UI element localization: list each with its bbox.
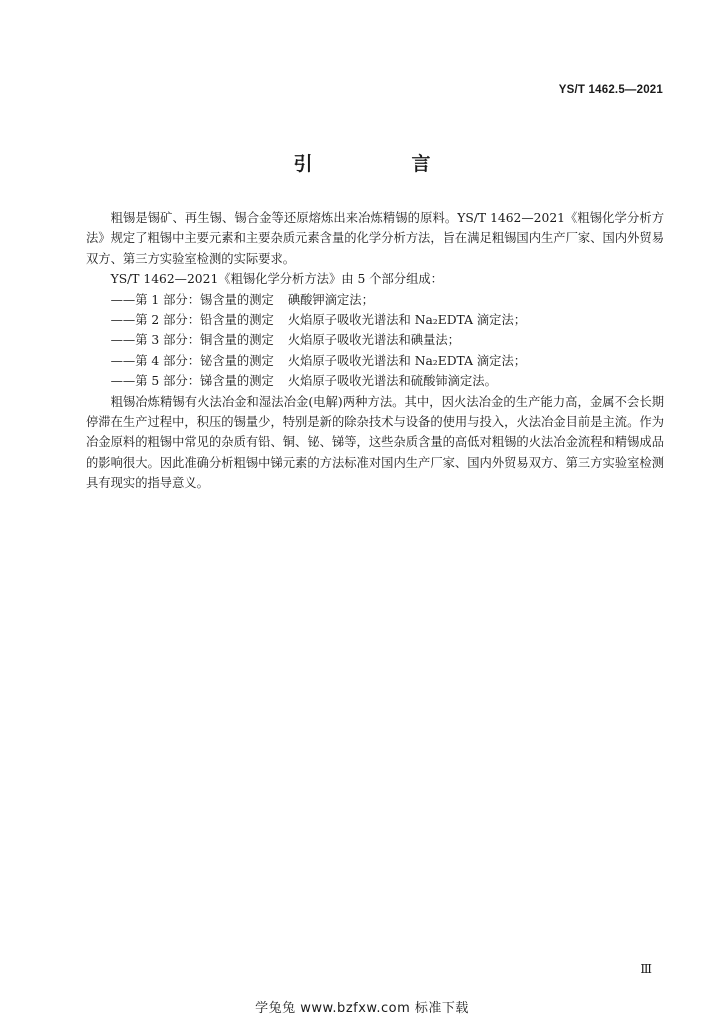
part-method: 火焰原子吸收光谱法和 Na₂EDTA 滴定法； [287, 353, 527, 368]
document-body [86, 208, 664, 494]
part-label: ——第 1 部分：锡含量的测定 [110, 292, 274, 307]
page-number: Ⅲ [640, 962, 652, 976]
part-method: 火焰原子吸收光谱法和 Na₂EDTA 滴定法； [287, 313, 527, 328]
standard-number: YS/T 1462.5—2021 [558, 84, 663, 96]
parts-intro: YS/T 1462—2021《粗锡化学分析方法》由 5 个部分组成： [110, 272, 443, 287]
part-method: 火焰原子吸收光谱法和碘量法； [287, 333, 460, 348]
list-item [86, 351, 664, 371]
part-label: ——第 2 部分：铅含量的测定 [110, 313, 274, 328]
page-title: 引 言 [293, 153, 471, 175]
part-label: ——第 3 部分：铜含量的测定 [110, 333, 274, 348]
part-method: 火焰原子吸收光谱法和硫酸铈滴定法。 [287, 374, 497, 389]
list-item [86, 371, 664, 391]
part-label: ——第 5 部分：锑含量的测定 [110, 374, 274, 389]
list-item [86, 330, 664, 350]
intro-paragraph: 粗锡是锡矿、再生锡、锡合金等还原熔炼出来冶炼精锡的原料。YS/T 1462—2021《粗锡化学分析方法》规定了粗锡中主要元素和主要杂质元素含量的化学分析方法，旨在满足粗锡国内生产厂家、国内外贸易双方、第三方实验室检测的实际要求。 [86, 211, 664, 266]
list-item [86, 310, 664, 330]
footer-watermark: 学兔兔 www.bzfxw.com 标准下载 [255, 1001, 469, 1016]
closing-paragraph: 粗锡冶炼精锡有火法冶金和湿法冶金(电解)两种方法。其中，因火法冶金的生产能力高，金属不会长期停滞在生产过程中，积压的锡量少，特别是新的除杂技术与设备的使用与投入，火法冶金目前是主流。作为冶金原料的粗锡中常见的杂质有铅、铜、铋、锑等，这些杂质含量的高低对粗锡的火法冶金流程和精锡成品的影响很大。因此准确分析粗锡中锑元素的方法标准对国内生产厂家、国内外贸易双方、第三方实验室检测具有现实的指导意义。 [86, 394, 664, 491]
part-method: 碘酸钾滴定法； [287, 292, 374, 307]
part-label: ——第 4 部分：铋含量的测定 [110, 353, 274, 368]
list-item [86, 290, 664, 310]
